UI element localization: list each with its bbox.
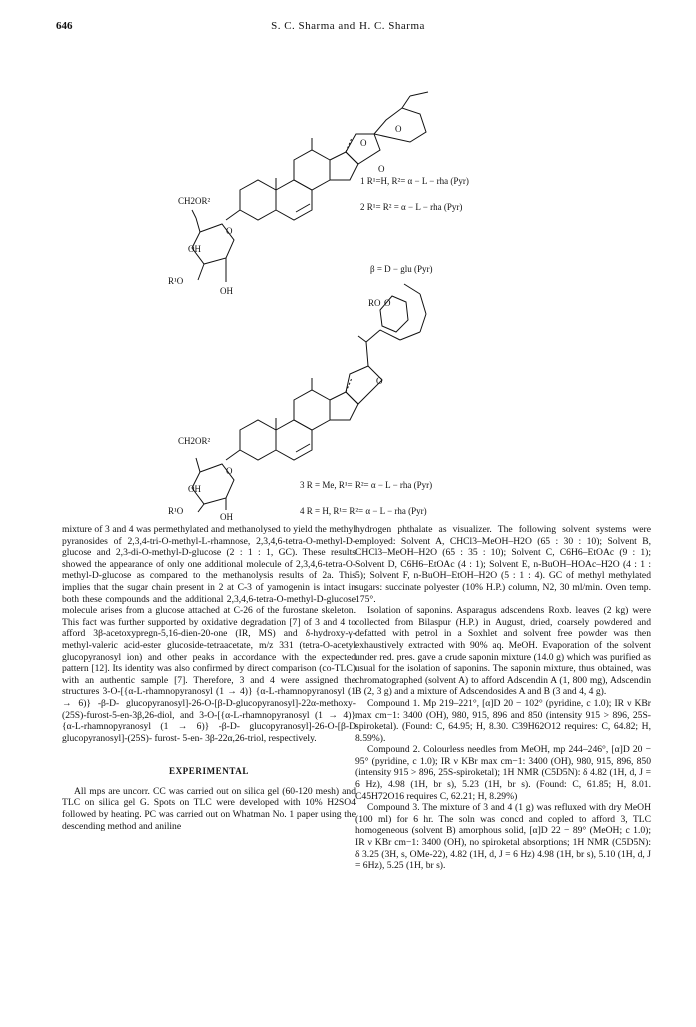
ring-oxygen-label: O (395, 124, 402, 134)
sugar-oxygen-label: O (226, 466, 233, 476)
body-paragraph: All mps are uncorr. CC was carried out on silica gel (60-120 mesh) and TLC on silica gel G. Spots on TLC were developed with 10% H2SO4 followed by heating. PC was carried out on Whatman No. 1 paper using the descending method and aniline (62, 785, 356, 832)
sugar-hydroxyl-label: OH (188, 244, 201, 254)
section-heading: EXPERIMENTAL (168, 766, 250, 777)
sugar-substituent-label: R¹O (168, 276, 184, 286)
compound-3-label: 3 R = Me, R¹= R²= α − L − rha (Pyr) (300, 480, 433, 490)
steroid-skeleton-top (226, 92, 428, 220)
compound-1-label: 1 R¹=H, R²= α − L − rha (Pyr) (360, 176, 469, 186)
compound-4-label: 4 R = H, R¹= R²= α − L − rha (Pyr) (300, 506, 427, 516)
sugar-oxygen-label: O (226, 226, 233, 236)
running-title: S. C. Sharma and H. C. Sharma (271, 20, 425, 32)
body-paragraph: Compound 3. The mixture of 3 and 4 (1 g) was refluxed with dry MeOH (100 ml) for 6 hr. The soln was concd and copled to afford 3, TLC homogeneous (solvent B) amorphous solid, [α]D 22 − 89° (MeOH; c 1.0); IR ν KBr cm−1: 3400 (OH), no spiroketal absorptions; 1H NMR (C5D5N): δ 3.25 (3H, s, OMe-22), 4.82 (1H, d, J = 6 Hz) 4.98 (1H, br s), 5.10 (1H, d, J = 6Hz), 5.25 (1H, br s). (355, 802, 651, 872)
body-paragraph: Isolation of saponins. Asparagus adscendens Roxb. leaves (2 kg) were collected from Bilaspur (H.P.) in August, dried, coarsely powdered and defatted with petrol in a Soxhlet and solvent free powder was then exhaustively extracted with 90% aq. MeOH. Evaporation of the solvent under red. pres. gave a crude saponin mixture (14.0 g) which was purified as usual for the isolation of saponins. The saponin mixture, thus obtained, was chromatographed (solvent A) to afford Adscendin A (1, 800 mg), Adscendin B (2, 3 g) and a mixture of Adscendosides A and B (3 and 4, 4 g). (355, 605, 651, 698)
body-paragraph: hydrogen phthalate as visualizer. The following solvent systems were employed: Solvent A, CHCl3–MeOH–H2O (65 : 30 : 10); Solvent B, CHCl3–MeOH–H2O (65 : 35 : 10); Solvent C, C6H6–EtOAc (9 : 1); Solvent D, C6H6–EtOAc (4 : 1); Solvent E, n-BuOH–HOAc–H2O (4 : 1 : 5); Solvent F, n-BuOH–EtOH–H2O (5 : 1 : 4). GC of methyl methylated sugars: succinate polyester (10% H.P.) column, N2, 30 ml/min. Oven temp. 175°. (355, 524, 651, 605)
sugar-substituent-label: R¹O (168, 506, 184, 516)
compound-2-label: 2 R¹= R² = α − L − rha (Pyr) (360, 202, 463, 212)
right-column (355, 524, 651, 872)
body-paragraph: Compound 2. Colourless needles from MeOH, mp 244–246°, [α]D 20 − 95° (pyridine, c 1.0); IR ν KBr max cm−1: 3400 (OH), 980, 915, 896, 850 (intensity 915 > 896, 25S-spiroketal); 1H NMR (C5D5N): δ 4.82 (1H, d, J = 6 Hz), 4.98 (1H, br s), 5.23 (1H, br s). (Found: C, 61.85; H, 8.01. C45H72O16 requires C, 62.21; H, 8.29%) (355, 744, 651, 802)
steroid-skeleton-bottom (226, 284, 426, 460)
page-number: 646 (56, 20, 73, 32)
ring-oxygen-label: O (376, 376, 383, 386)
page-header (0, 20, 696, 36)
body-paragraph: mixture of 3 and 4 was permethylated and methanolysed to yield the methyl pyranosides of 2,3,4-tri-O-methyl-L-rhamnose, 2,3,4,6-tetra-O-methyl-D-glucose and 2,3-di-O-methyl-D-glucose (2 : 1 : 1, GC). These results showed the appearance of only one additional molecule of 2,3,4,6-tetra-O-methyl-D-glucose as compared to the methanolysis results of 2a. This implies that the sugar chain present in 2 at C-3 of yamogenin is intact in both these compounds and the additional 2,3,4,6-tetra-O-methyl-D-glucose molecule arises from a glucose attached at C-26 of the furostane skeleton. This fact was further supported by oxidative degradation [7] of 3 and 4 to afford 3β-acetoxypregn-5,16-dien-20-one (IR, MS) and δ-hydroxy-γ-methyl-valeric acid-ester glucoside-tetraacetate, m/z 331 (tetra-O-acetyl glucopyranosyl ion) and other peaks in accordance with the expected pattern [12]. Its identity was also confirmed by direct comparison (co-TLC) with an authentic sample [7]. Therefore, 3 and 4 were assigned the structures 3-O-[{α-L-rhamnopyranosyl (1 → 4)} {α-L-rhamnopyranosyl (1 → 6)} -β-D- glucopyranosyl]-26-O-[β-D-glucopyranosyl]-22α-methoxy-(25S)-furost-5-en-3β,26-diol, and 3-O-[{α-L-rhamnopyranosyl (1 → 4)} {α-L-rhamnopyranosyl (1 → 6)} -β-D- glucopyranosyl]-26-O-[β-D glucopyranosyl]-(25S)- furost- 5-en- 3β-22α,26-triol, respectively. (62, 524, 356, 744)
sugar-hydroxyl-label: OH (220, 512, 233, 520)
left-column (62, 524, 356, 832)
sugar-hydroxyl-label: OH (220, 286, 233, 296)
sugar-hydroxyl-label: OH (188, 484, 201, 494)
sugar-substituent-label: CH2OR² (178, 436, 211, 446)
ring-oxygen-label: O (360, 138, 367, 148)
methoxy-label: RO (368, 298, 381, 308)
sugar-substituent-label: CH2OR² (178, 196, 211, 206)
glucose-label: β = D − glu (Pyr) (370, 264, 433, 274)
ring-oxygen-label: O (384, 298, 391, 308)
body-paragraph: Compound 1. Mp 219–221°, [α]D 20 − 102° (pyridine, c 1.0); IR ν KBr max cm−1: 3400 (OH), 980, 915, 896 and 850 (intensity 915 > 896, 25S-spiroketal). (Found: C, 64.95; H, 8.30. C39H62O12 requires: C, 64.82; H, 8.59%). (355, 697, 651, 744)
ring-oxygen-label: O (378, 164, 385, 174)
structure-figure (0, 40, 696, 520)
